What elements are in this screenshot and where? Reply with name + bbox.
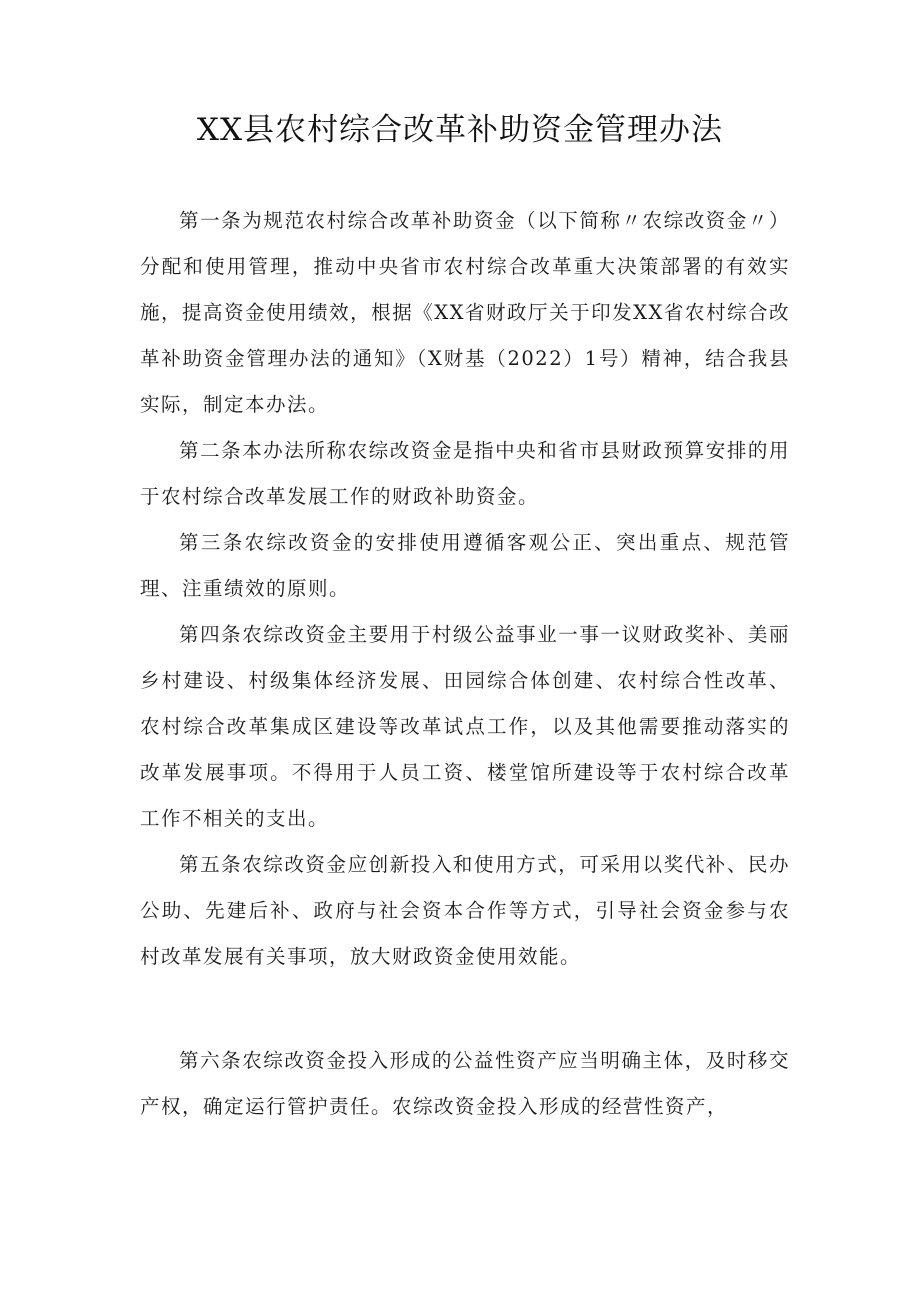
article-4: 第四条农综改资金主要用于村级公益事业一事一议财政奖补、美丽乡村建设、村级集体经济发展、田园综合体创建、农村综合性改革、农村综合改革集成区建设等改革试点工作，以及其他需要推动落实的改革发展事项。不得用于人员工资、楼堂馆所建设等于农村综合改革工作不相关的支出。 — [140, 623, 790, 830]
article-6: 第六条农综改资金投入形成的公益性资产应当明确主体，及时移交产权，确定运行管护责任。农综改资金投入形成的经营性资产， — [140, 1049, 790, 1118]
document-title: XX县农村综合改革补助资金管理办法 — [196, 112, 724, 148]
article-5: 第五条农综改资金应创新投入和使用方式，可采用以奖代补、民办公助、先建后补、政府与社会资本合作等方式，引导社会资金参与农村改革发展有关事项，放大财政资金使用效能。 — [140, 853, 790, 968]
article-3: 第三条农综改资金的安排使用遵循客观公正、突出重点、规范管理、注重绩效的原则。 — [140, 531, 790, 600]
document-body — [140, 198, 790, 980]
article-1: 第一条为规范农村综合改革补助资金（以下简称〃农综改资金〃）分配和使用管理，推动中央省市农村综合改革重大决策部署的有效实施，提高资金使用绩效，根据《XX省财政厅关于印发XX省农村综合改革补助资金管理办法的通知》（X财基（2022）1号）精神，结合我县实际，制定本办法。 — [140, 209, 790, 416]
document-body-continued — [140, 1038, 790, 1130]
article-2: 第二条本办法所称农综改资金是指中央和省市县财政预算安排的用于农村综合改革发展工作的财政补助资金。 — [140, 439, 790, 508]
